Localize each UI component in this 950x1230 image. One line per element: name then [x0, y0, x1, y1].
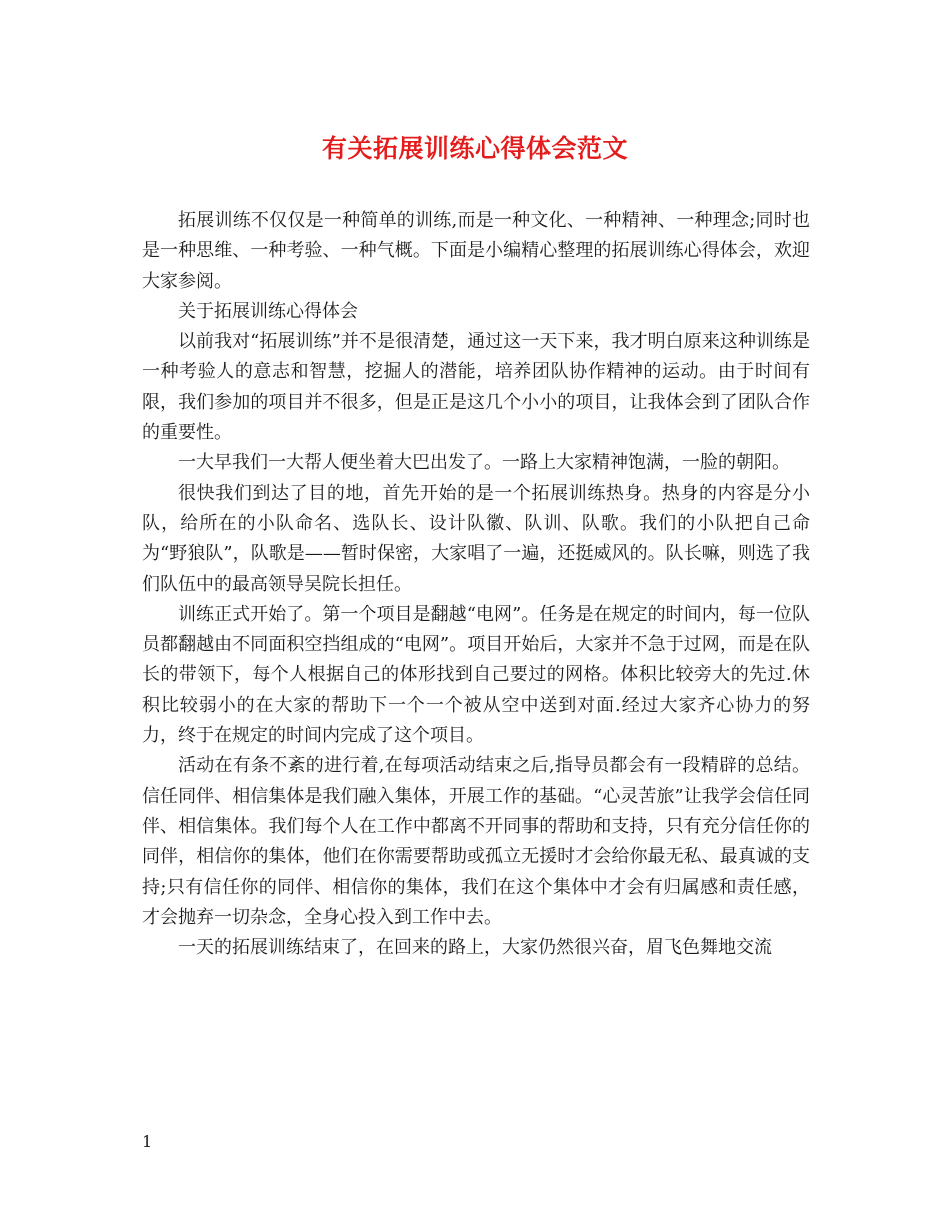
page-number: 1 — [142, 1132, 153, 1151]
paragraph-intro: 拓展训练不仅仅是一种简单的训练,而是一种文化、一种精神、一种理念;同时也是一种思维、一种考验、一种气概。下面是小编精心整理的拓展训练心得体会，欢迎大家参阅。 — [142, 210, 810, 292]
paragraph: 活动在有条不紊的进行着,在每项活动结束之后,指导员都会有一段精辟的总结。信任同伴、相信集体是我们融入集体，开展工作的基础。“心灵苦旅”让我学会信任同伴、相信集体。我们每个人在工作中都离不开同事的帮助和支持，只有充分信任你的同伴，相信你的集体，他们在你需要帮助或孤立无援时才会给你最无私、最真诚的支持;只有信任你的同伴、相信你的集体，我们在这个集体中才会有归属感和责任感，才会抛弃一切杂念，全身心投入到工作中去。 — [142, 755, 810, 928]
document-body — [142, 206, 810, 963]
paragraph: 以前我对“拓展训练”并不是很清楚，通过这一天下来，我才明白原来这种训练是一种考验人的意志和智慧，挖掘人的潜能，培养团队协作精神的运动。由于时间有限，我们参加的项目并不很多，但是正是这几个小小的项目，让我体会到了团队合作的重要性。 — [142, 331, 810, 444]
paragraph: 一天的拓展训练结束了，在回来的路上，大家仍然很兴奋，眉飞色舞地交流 — [178, 937, 772, 959]
paragraph: 训练正式开始了。第一个项目是翻越“电网”。任务是在规定的时间内，每一位队员都翻越由不同面积空挡组成的“电网”。项目开始后，大家并不急于过网，而是在队长的带领下，每个人根据自己的体形找到自己要过的网格。体积比较旁大的先过.休积比较弱小的在大家的帮助下一个一个被从空中送到对面.经过大家齐心协力的努力，终于在规定的时间内完成了这个项目。 — [142, 603, 810, 747]
section-heading: 关于拓展训练心得体会 — [178, 300, 358, 322]
paragraph: 很快我们到达了目的地，首先开始的是一个拓展训练热身。热身的内容是分小队，给所在的小队命名、选队长、设计队徽、队训、队歌。我们的小队把自己命为“野狼队”，队歌是——暂时保密，大家唱了一遍，还挺威风的。队长嘛，则选了我们队伍中的最高领导吴院长担任。 — [142, 482, 810, 595]
document-title: 有关拓展训练心得体会范文 — [321, 134, 628, 163]
paragraph: 一大早我们一大帮人便坐着大巴出发了。一路上大家精神饱满，一脸的朝阳。 — [178, 452, 790, 474]
